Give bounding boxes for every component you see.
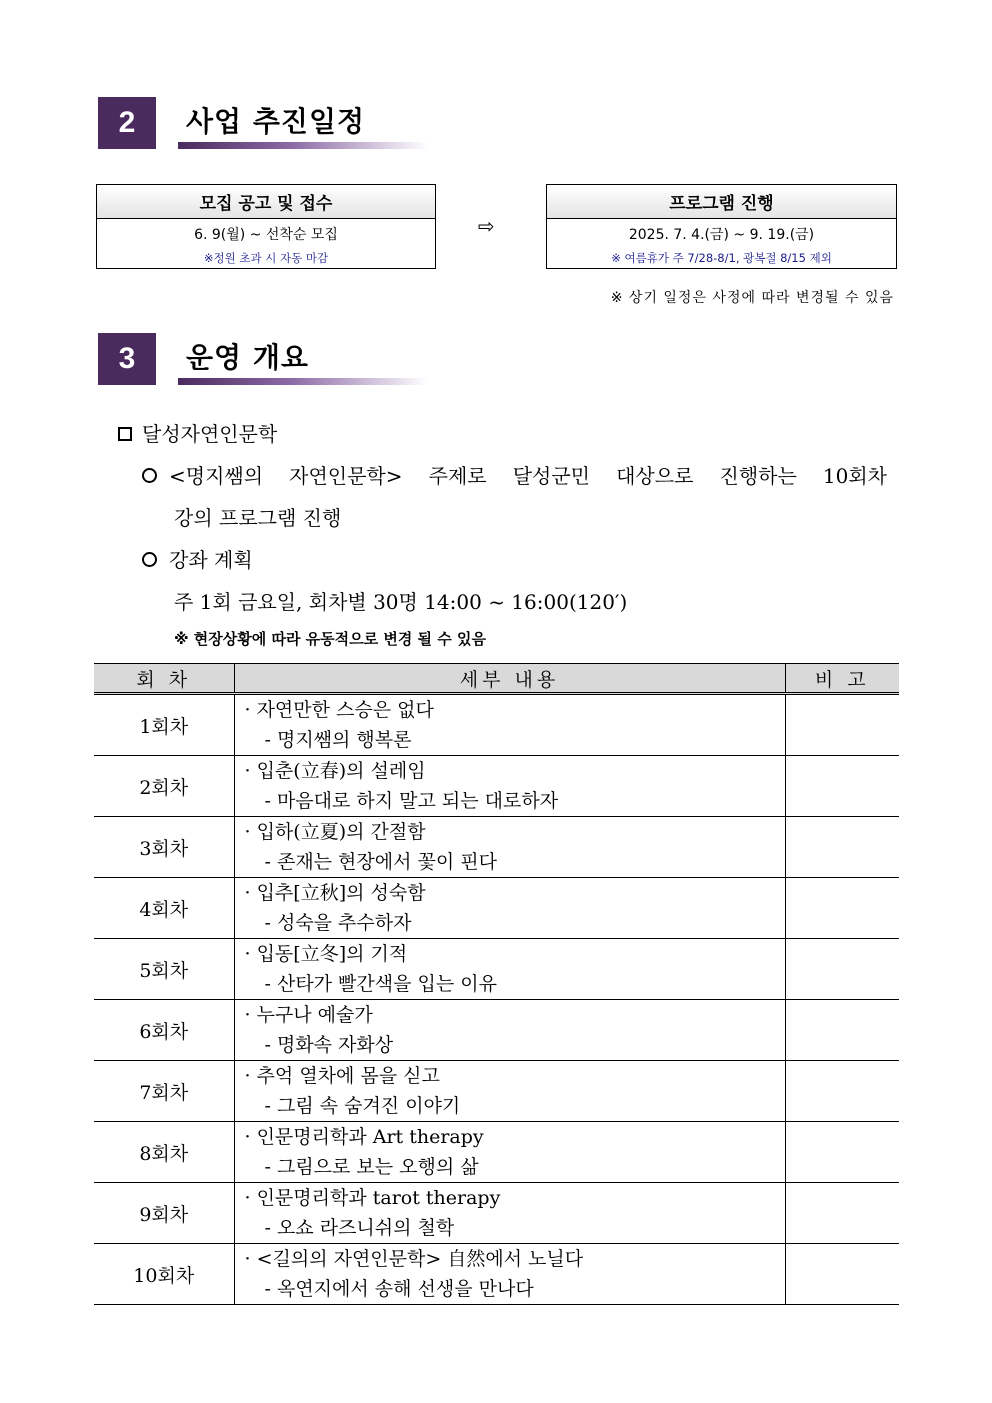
bullet-1-text: <명지쌤의 자연인문학> 주제로 달성군민 대상으로 진행하는 10회차 [169,464,887,488]
session-detail [234,817,785,878]
session-topic: · 자연만한 스승은 없다 [244,699,434,721]
plan-detail: 주 1회 금요일, 회차별 30명 14:00 ~ 16:00(120′) [174,590,628,614]
overview-bullet-1 [142,460,898,489]
session-remark [785,878,899,939]
session-number: 8회차 [94,1122,234,1183]
session-detail [234,1000,785,1061]
session-subtopic: - 마음대로 하지 말고 되는 대로하자 [264,790,559,812]
overview-heading-text: 달성자연인문학 [142,422,278,446]
section-number-badge: 2 [98,97,156,149]
section-title: 사업 추진일정 [186,105,366,138]
bullet-2-text: 강좌 계획 [169,548,253,572]
table-row [94,1244,899,1305]
session-detail [234,1183,785,1244]
session-topic: · 추억 열차에 몸을 싣고 [244,1065,440,1087]
bullet-circle-icon [142,552,157,567]
table-row [94,939,899,1000]
session-detail [234,756,785,817]
recruit-date: 6. 9(월) ~ 선착순 모집 [194,227,338,243]
overview-bullet-2 [142,544,253,573]
session-number: 5회차 [94,939,234,1000]
session-detail [234,939,785,1000]
table-row [94,756,899,817]
session-number: 9회차 [94,1183,234,1244]
checkbox-square-icon [118,427,132,441]
plan-note: ※ 현장상황에 따라 유동적으로 변경 될 수 있음 [174,630,486,648]
recruit-note: ※정원 초과 시 자동 마감 [203,251,329,265]
session-topic: · 인문명리학과 Art therapy [244,1126,484,1148]
session-remark [785,1000,899,1061]
session-remark [785,1183,899,1244]
table-row [94,878,899,939]
recruit-title: 모집 공고 및 접수 [97,185,435,219]
session-remark [785,1122,899,1183]
session-detail [234,1244,785,1305]
header-session: 회 차 [94,664,234,694]
header-detail: 세부 내용 [234,664,785,694]
session-remark [785,1061,899,1122]
section-title: 운영 개요 [186,341,309,374]
arrow-right-icon: ⇨ [478,214,495,238]
session-remark [785,694,899,756]
session-subtopic: - 옥연지에서 송해 선생을 만나다 [264,1278,534,1300]
session-topic: · <길의의 자연인문학> 自然에서 노닐다 [244,1248,584,1270]
session-remark [785,939,899,1000]
session-number: 1회차 [94,694,234,756]
recruit-schedule-box [96,184,436,269]
session-subtopic: - 명지쌤의 행복론 [264,729,412,751]
session-subtopic: - 그림으로 보는 오행의 삶 [264,1156,479,1178]
session-topic: · 인문명리학과 tarot therapy [244,1187,501,1209]
curriculum-table [94,663,899,1305]
session-detail [234,1122,785,1183]
session-number: 6회차 [94,1000,234,1061]
session-remark [785,817,899,878]
header-remark: 비 고 [785,664,899,694]
program-date: 2025. 7. 4.(금) ~ 9. 19.(금) [628,227,815,243]
session-topic: · 입하(立夏)의 간절함 [244,821,426,843]
session-subtopic: - 명화속 자화상 [264,1034,394,1056]
session-detail [234,1061,785,1122]
session-number: 3회차 [94,817,234,878]
schedule-footnote: ※ 상기 일정은 사정에 따라 변경될 수 있음 [610,290,894,306]
overview-heading [118,418,277,447]
session-remark [785,1244,899,1305]
session-detail [234,878,785,939]
bullet-1-continuation: 강의 프로그램 진행 [174,506,342,530]
table-row [94,1000,899,1061]
session-subtopic: - 오쇼 라즈니쉬의 철학 [264,1217,455,1239]
table-row [94,1061,899,1122]
session-remark [785,756,899,817]
session-subtopic: - 성숙을 추수하자 [264,912,412,934]
section-number-badge: 3 [98,333,156,385]
session-topic: · 누구나 예술가 [244,1004,373,1026]
table-row [94,1122,899,1183]
session-subtopic: - 존재는 현장에서 꽃이 핀다 [264,851,497,873]
session-number: 4회차 [94,878,234,939]
bullet-circle-icon [142,468,157,483]
session-number: 2회차 [94,756,234,817]
table-header-row [94,664,899,694]
program-note: ※ 여름휴가 주 7/28-8/1, 광복절 8/15 제외 [611,251,832,265]
session-topic: · 입춘(立春)의 설레임 [244,760,426,782]
session-subtopic: - 그림 속 숨겨진 이야기 [264,1095,461,1117]
table-row [94,817,899,878]
table-row [94,1183,899,1244]
program-schedule-box [546,184,897,269]
table-row [94,694,899,756]
session-number: 7회차 [94,1061,234,1122]
program-title: 프로그램 진행 [547,185,896,219]
session-topic: · 입추[立秋]의 성숙함 [244,882,426,904]
section-underline [178,142,428,149]
session-detail [234,694,785,756]
session-topic: · 입동[立冬]의 기적 [244,943,408,965]
section-underline [178,378,428,385]
session-subtopic: - 산타가 빨간색을 입는 이유 [264,973,497,995]
session-number: 10회차 [94,1244,234,1305]
